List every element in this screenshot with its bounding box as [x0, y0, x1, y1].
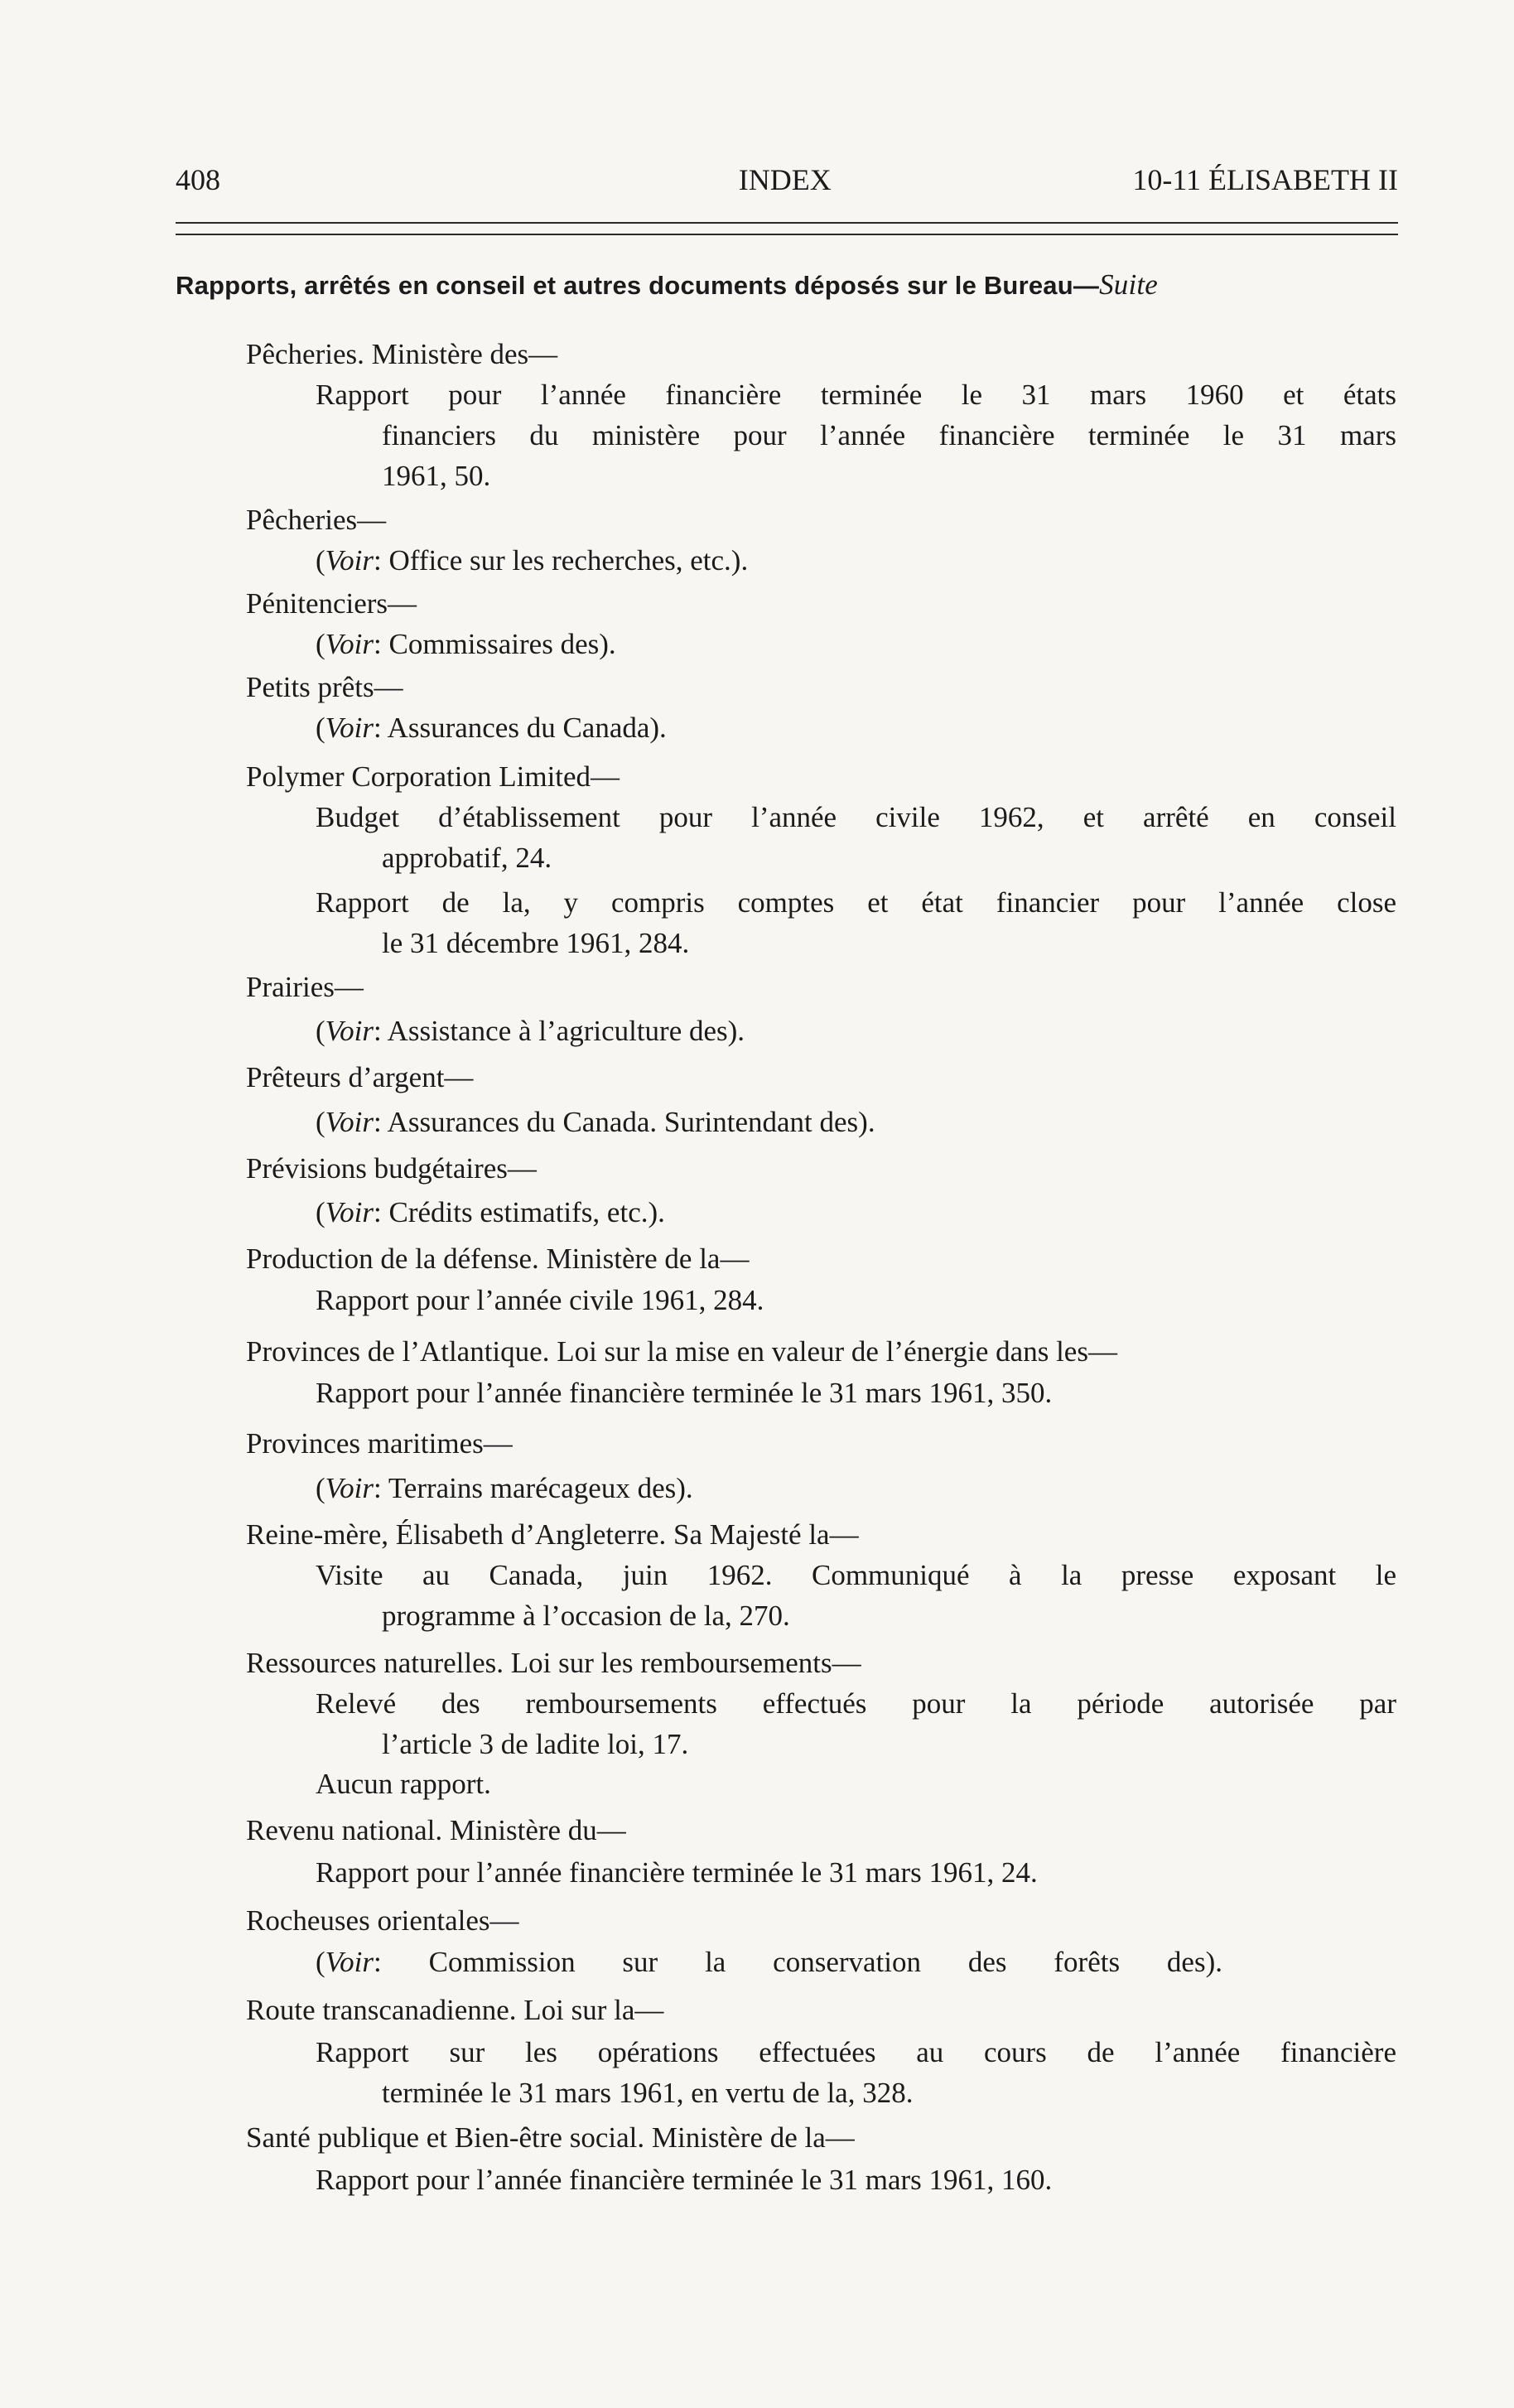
index-subentry-continued: le 31 décembre 1961, 284. — [382, 927, 690, 959]
index-heading: Prêteurs d’argent— — [246, 1061, 474, 1093]
see-reference: (Voir: Commissaires des). — [316, 628, 616, 660]
see-reference: (Voir: Commission sur la conservation des forêts des). — [316, 1946, 1222, 1978]
index-heading: Pénitenciers— — [246, 587, 417, 620]
see-reference: (Voir: Office sur les recherches, etc.). — [316, 544, 749, 577]
header-rule-top — [176, 222, 1398, 224]
index-subentry: Rapport pour l’année civile 1961, 284. — [316, 1284, 764, 1316]
index-heading: Ressources naturelles. Loi sur les remboursements— — [246, 1647, 861, 1679]
index-heading: Rocheuses orientales— — [246, 1904, 519, 1937]
voir-label: Voir — [325, 1946, 374, 1978]
voir-label: Voir — [325, 628, 374, 660]
index-heading: Prévisions budgétaires— — [246, 1152, 537, 1185]
index-subentry: Rapport pour l’année financière terminée le 31 mars 1961, 350. — [316, 1377, 1053, 1409]
index-heading: Production de la défense. Ministère de la— — [246, 1243, 750, 1275]
index-subentry: Rapport pour l’année financière terminée le 31 mars 1961, 24. — [316, 1856, 1038, 1889]
index-subentry: Relevé des remboursements effectués pour la période autorisée par — [316, 1687, 1396, 1720]
voir-label: Voir — [325, 1472, 374, 1504]
see-reference: (Voir: Assurances du Canada. Surintendant des). — [316, 1106, 875, 1138]
index-subentry-continued: 1961, 50. — [382, 460, 491, 492]
index-subentry-continued: l’article 3 de ladite loi, 17. — [382, 1728, 689, 1760]
index-subentry-continued: financiers du ministère pour l’année financière terminée le 31 mars — [382, 419, 1396, 451]
index-heading: Reine-mère, Élisabeth d’Angleterre. Sa Majesté la— — [246, 1518, 859, 1551]
see-reference-target: : Commissaires des). — [374, 628, 616, 660]
index-heading: Prairies— — [246, 971, 364, 1003]
section-title-suite: Suite — [1099, 268, 1159, 301]
index-subentry: Rapport sur les opérations effectuées au cours de l’année financière — [316, 2036, 1396, 2068]
see-reference-target: : Assurances du Canada). — [374, 712, 667, 744]
index-subentry-continued: approbatif, 24. — [382, 842, 552, 874]
index-heading: Petits prêts— — [246, 671, 403, 703]
voir-label: Voir — [325, 1196, 374, 1228]
see-reference-target: : Crédits estimatifs, etc.). — [374, 1196, 665, 1228]
voir-label: Voir — [325, 544, 374, 577]
see-reference-target: : Commission sur la conservation des forêts des). — [374, 1946, 1222, 1978]
index-subentry-continued: terminée le 31 mars 1961, en vertu de la, 328. — [382, 2077, 914, 2109]
running-head-title: INDEX — [738, 163, 832, 196]
index-heading: Provinces maritimes— — [246, 1427, 513, 1460]
index-subentry: Rapport pour l’année financière terminée le 31 mars 1961, 160. — [316, 2164, 1053, 2196]
index-heading: Polymer Corporation Limited— — [246, 760, 620, 793]
index-heading: Route transcanadienne. Loi sur la— — [246, 1994, 664, 2026]
index-heading: Pêcheries. Ministère des— — [246, 338, 558, 370]
voir-label: Voir — [325, 712, 374, 744]
index-heading: Santé publique et Bien-être social. Ministère de la— — [246, 2121, 855, 2154]
index-subentry: Aucun rapport. — [316, 1768, 491, 1800]
index-heading: Pêcheries— — [246, 504, 387, 536]
page-number: 408 — [176, 163, 220, 196]
index-subentry: Rapport de la, y compris comptes et état financier pour l’année close — [316, 886, 1396, 919]
index-subentry: Rapport pour l’année financière terminée le 31 mars 1960 et états — [316, 379, 1396, 411]
see-reference-target: : Assistance à l’agriculture des). — [374, 1015, 745, 1047]
section-title-main: Rapports, arrêtés en conseil et autres documents déposés sur le Bureau— — [176, 271, 1100, 300]
see-reference: (Voir: Crédits estimatifs, etc.). — [316, 1196, 665, 1228]
voir-label: Voir — [325, 1106, 374, 1138]
see-reference: (Voir: Terrains marécageux des). — [316, 1472, 693, 1504]
running-head-reign: 10-11 ÉLISABETH II — [1132, 163, 1398, 196]
header-rule-bottom — [176, 234, 1398, 235]
see-reference-target: : Assurances du Canada. Surintendant des). — [374, 1106, 875, 1138]
see-reference-target: : Terrains marécageux des). — [374, 1472, 693, 1504]
index-subentry: Visite au Canada, juin 1962. Communiqué à la presse exposant le — [316, 1559, 1396, 1591]
index-subentry: Budget d’établissement pour l’année civile 1962, et arrêté en conseil — [316, 801, 1396, 833]
see-reference: (Voir: Assurances du Canada). — [316, 712, 667, 744]
index-heading: Revenu national. Ministère du— — [246, 1814, 626, 1846]
voir-label: Voir — [325, 1015, 374, 1047]
index-heading: Provinces de l’Atlantique. Loi sur la mise en valeur de l’énergie dans les— — [246, 1335, 1117, 1368]
see-reference-target: : Office sur les recherches, etc.). — [374, 544, 749, 577]
running-head — [176, 162, 1398, 197]
section-title — [176, 268, 1158, 302]
see-reference: (Voir: Assistance à l’agriculture des). — [316, 1015, 745, 1047]
index-subentry-continued: programme à l’occasion de la, 270. — [382, 1600, 790, 1632]
